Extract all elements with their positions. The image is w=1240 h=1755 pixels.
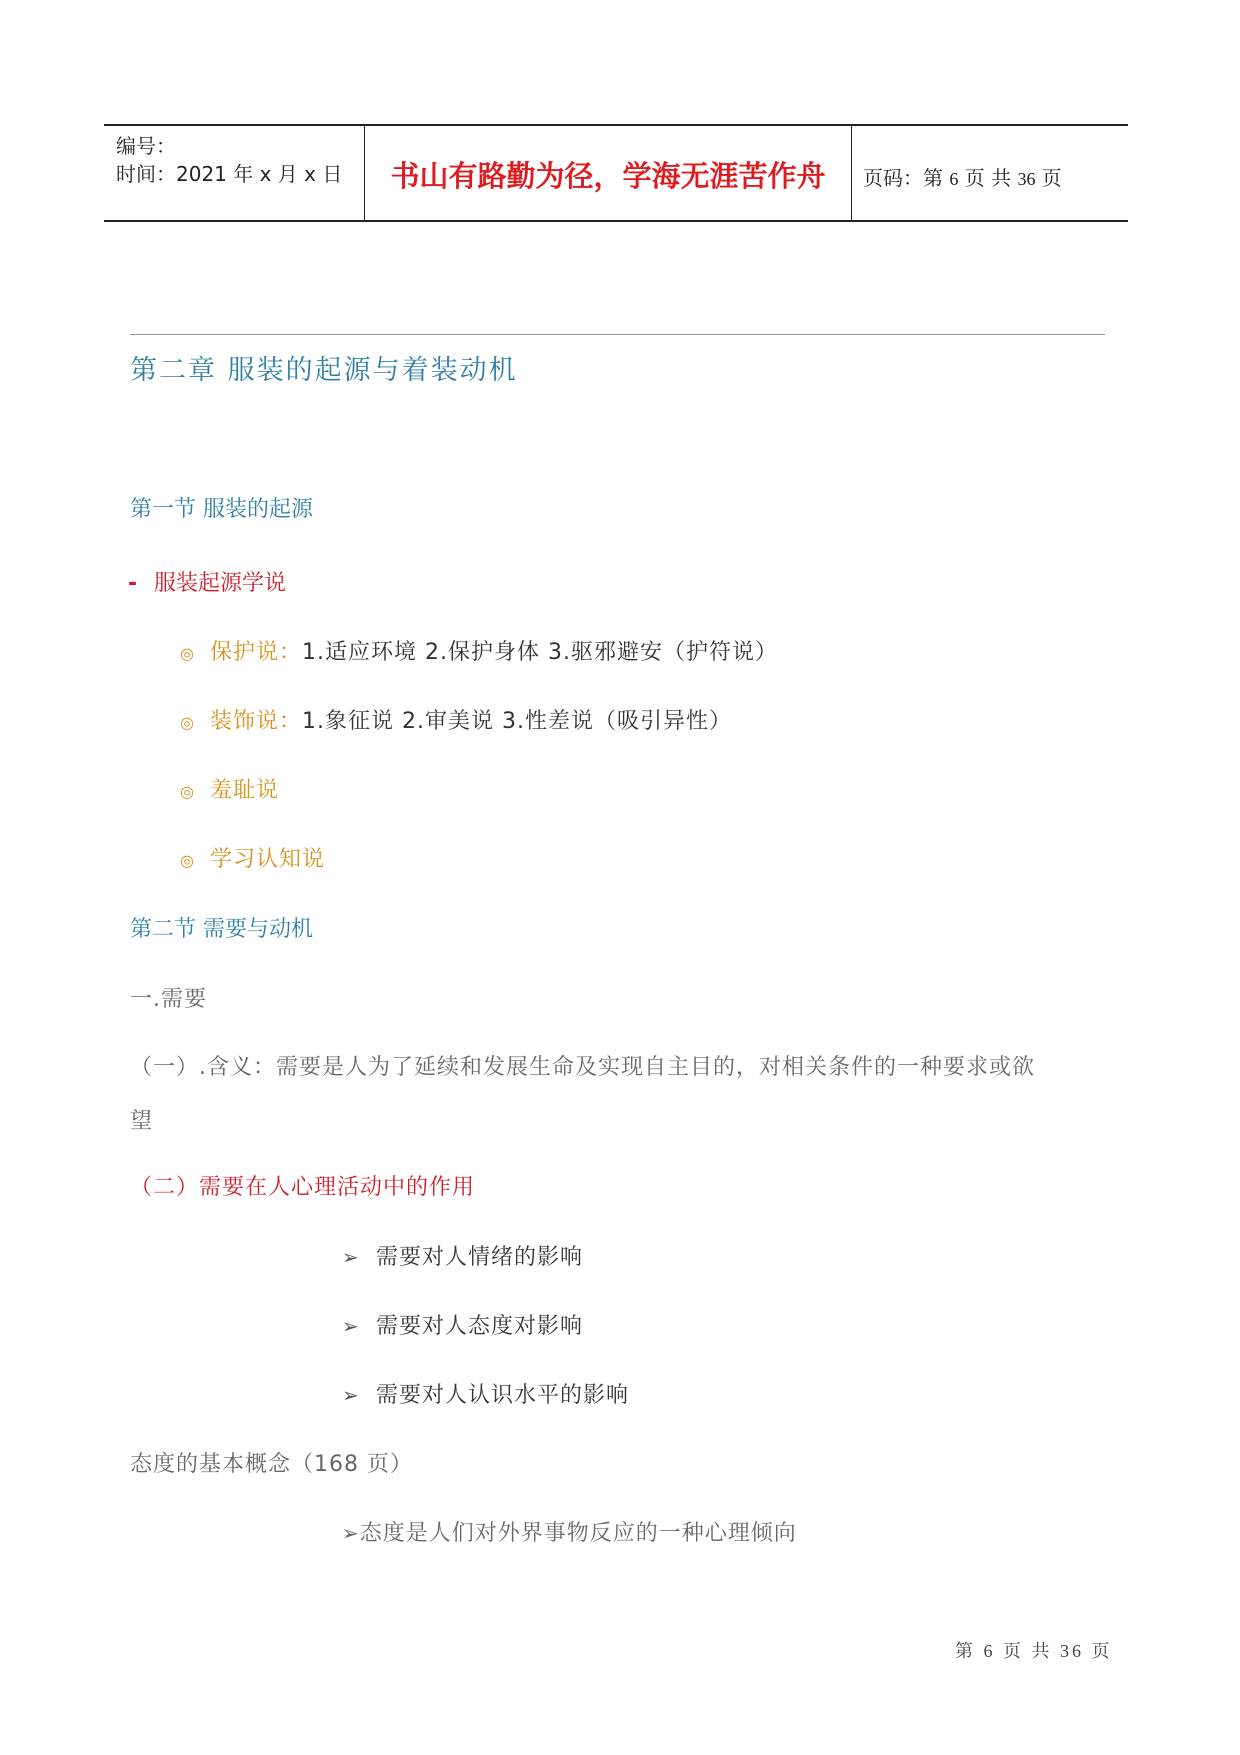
arrow-icon: ➢ [342,1521,360,1545]
theory-name: 保护说： [210,640,303,665]
theory-item [180,842,325,873]
document-header [104,124,1128,222]
theory-name: 羞耻说 [210,778,280,803]
header-motto-cell [364,126,852,220]
section1-title: 第一节 服装的起源 [130,497,313,522]
theory-item [180,773,279,804]
theory-item [180,704,732,735]
motto-text: 书山有路勤为径，学海无涯苦作舟 [390,159,826,193]
part1-marker: - [128,571,138,596]
need-heading: 一.需要 [130,987,207,1012]
header-page-cell [851,126,1128,220]
page-mid: 页 共 [964,166,1012,190]
role-heading: （二）需要在人心理活动中的作用 [130,1175,476,1200]
theory-name: 装饰说： [210,709,303,734]
meaning-line2: 望 [130,1109,154,1134]
part1-heading [128,566,286,597]
chapter-divider [130,334,1105,335]
role-text: 需要对人认识水平的影响 [376,1383,630,1408]
attitude-def-text: 态度是人们对外界事物反应的一种心理倾向 [359,1521,797,1546]
bullet-icon: ◎ [180,644,195,663]
theory-name: 学习认知说 [210,847,326,872]
bullet-icon: ◎ [180,782,195,801]
attitude-heading: 态度的基本概念（168 页） [130,1452,413,1477]
role-text: 需要对人情绪的影响 [376,1245,584,1270]
arrow-icon: ➢ [342,1314,360,1338]
header-left-cell [104,126,364,220]
meaning-line1: （一）.含义：需要是人为了延续和发展生命及实现自主目的，对相关条件的一种要求或欲 [130,1055,1035,1080]
bullet-icon: ◎ [180,713,195,732]
bullet-icon: ◎ [180,851,195,870]
role-item [342,1240,583,1271]
page-suffix: 页 [1041,166,1062,190]
number-label: 编号： [116,134,176,158]
header-page-number [863,162,1062,191]
date-label: 时间：2021 年 x 月 x 日 [116,162,343,186]
attitude-definition [342,1516,797,1547]
part1-title: 服装起源学说 [154,571,287,596]
theory-item [180,635,778,666]
page-prefix: 页码：第 [863,166,943,190]
footer-page-number: 第 6 页 共 36 页 [955,1641,1113,1661]
page-current: 6 [949,169,959,189]
arrow-icon: ➢ [342,1383,360,1407]
page-total: 36 [1017,169,1036,189]
role-item [342,1309,583,1340]
theory-detail: 1.象征说 2.审美说 3.性差说（吸引异性） [302,709,732,734]
role-item [342,1378,629,1409]
theory-detail: 1.适应环境 2.保护身体 3.驱邪避安（护符说） [302,640,778,665]
role-text: 需要对人态度对影响 [376,1314,584,1339]
chapter-title: 第二章 服装的起源与着装动机 [130,355,518,386]
arrow-icon: ➢ [342,1245,360,1269]
section2-title: 第二节 需要与动机 [130,917,313,942]
